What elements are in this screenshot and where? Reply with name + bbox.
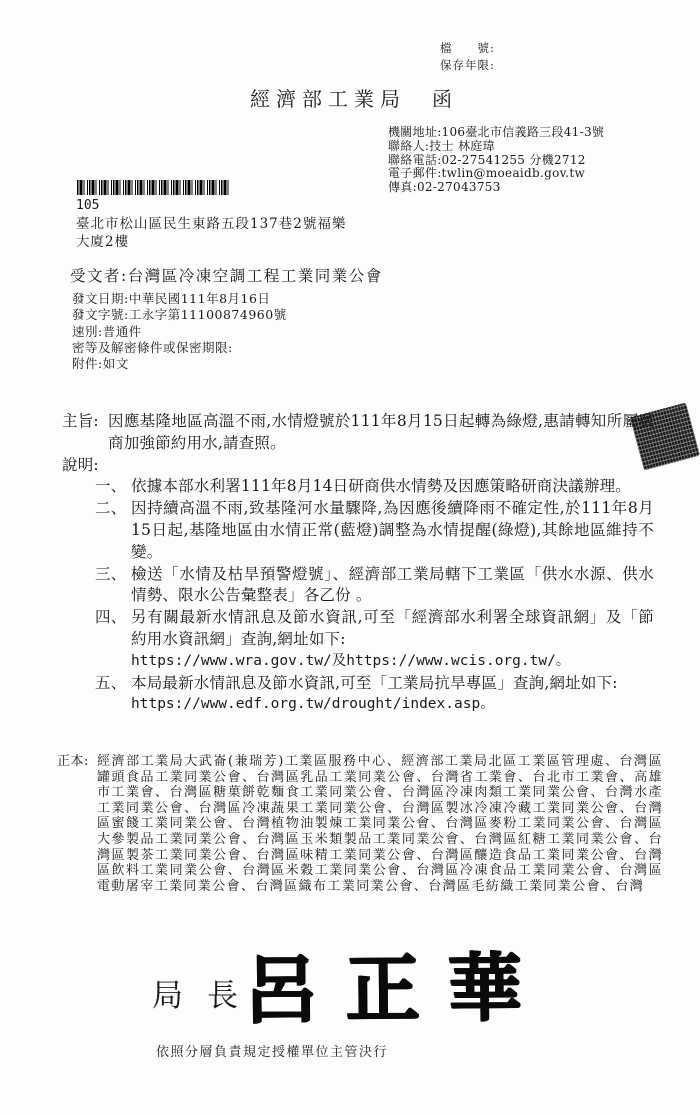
- explanation-item-1: [62, 476, 654, 498]
- item-content: [131, 498, 654, 563]
- item-text: 另有關最新水情訊息及節水資訊,可至「經濟部水利署全球資訊網」及「節約用水資訊網」查詢,網址如下:: [131, 608, 654, 648]
- explanation-item-4: [62, 607, 654, 672]
- recipient-mailing-address: [76, 216, 346, 251]
- signer-name-calligraphy: 呂正華: [242, 944, 550, 1034]
- doc-number: 發文字號:工永字第11100874960號: [72, 307, 287, 323]
- item-number: 五、: [95, 673, 127, 692]
- priority: 速別:普通件: [72, 323, 142, 339]
- item-number: 三、: [95, 564, 127, 583]
- document-title: 經濟部工業局 函: [250, 87, 458, 111]
- item-number: 二、: [95, 499, 127, 518]
- postal-code: 105: [76, 198, 100, 213]
- explanation-item-2: [62, 498, 654, 563]
- item-url-wra-wcis: https://www.wra.gov.tw/及https://www.wcis.org.tw/。: [131, 652, 571, 669]
- file-number-block: [440, 40, 495, 74]
- recipient-address-line1: 臺北市松山區民生東路五段137巷2號福樂: [76, 216, 347, 232]
- item-content: [131, 673, 654, 717]
- item-content: [131, 607, 654, 672]
- item-url-drought: https://www.edf.org.tw/drought/index.asp。: [131, 696, 495, 713]
- explanation-item-5: [62, 673, 654, 717]
- agency-contact-block: [388, 126, 604, 195]
- item-content: [131, 476, 654, 498]
- attachment: 附件:如文: [72, 356, 129, 372]
- delegation-note: 依照分層負責規定授權單位主管決行: [156, 1045, 389, 1060]
- signer-title: 局長: [152, 978, 262, 1014]
- explanation-item-3: [62, 564, 654, 608]
- barcode: [77, 180, 230, 195]
- item-text: 檢送「水情及枯旱預警燈號」、經濟部工業局轄下工業區「供水水源、供水情勢、限水公告彙整表」各乙份 。: [131, 564, 654, 605]
- copy-list-label: 正本:: [57, 754, 89, 769]
- issue-date: 發文日期:中華民國111年8月16日: [72, 291, 271, 306]
- item-number: 四、: [95, 608, 127, 627]
- retention-period-label: 保存年限:: [440, 58, 495, 72]
- item-number: 一、: [95, 477, 127, 496]
- subject-paragraph: [62, 411, 654, 455]
- item-text: 本局最新水情訊息及節水資訊,可至「工業局抗旱專區」查詢,網址如下:: [131, 673, 618, 692]
- file-number-label: 檔 號:: [440, 41, 495, 55]
- original-copy-list: [57, 754, 663, 894]
- agency-address: 機關地址:106臺北市信義路三段41-3號: [388, 125, 605, 139]
- security-classification: 密等及解密條件或保密期限:: [72, 339, 233, 355]
- explanation-label: 說明:: [62, 455, 99, 474]
- letter-body: [62, 411, 654, 716]
- item-text: 依據本部水利署111年8月14日研商供水情勢及因應策略研商決議辦理。: [131, 477, 631, 496]
- letter-meta-block: [72, 291, 287, 372]
- recipient-address-line2: 大廈2樓: [76, 233, 130, 250]
- contact-phone: 聯絡電話:02-27541255 分機2712: [388, 152, 586, 167]
- recipient-line: 受文者:台灣區冷凍空調工程工業同業公會: [70, 267, 383, 285]
- item-content: [131, 564, 654, 608]
- item-text: 因持續高溫不雨,致基隆河水量驟降,為因應後續降雨不確定性,於111年8月15日起,基隆地區由水情正常(藍燈)調整為水情提醒(綠燈),其餘地區維持不變。: [131, 499, 654, 561]
- subject-text: 因應基隆地區高溫不雨,水情燈號於111年8月15日起轉為綠燈,惠請轉知所屬廠商加強節約用水,請查照。: [108, 412, 654, 452]
- contact-fax: 傳真:02-27043753: [388, 180, 501, 195]
- contact-email: 電子郵件:twlin@moeaidb.gov.tw: [388, 166, 586, 181]
- subject-label: 主旨:: [62, 412, 99, 430]
- copy-list-text: 經濟部工業局大武崙(兼瑞芳)工業區服務中心、經濟部工業局北區工業區管理處、台灣區罐頭食品工業同業公會、台灣區乳品工業同業公會、台灣省工業會、台北市工業會、高雄市工業會、台灣區糖菓餅乾麵食工業同業公會、台灣區冷凍肉類工業同業公會、台灣水產工業同業公會、台灣區冷凍蔬果工業同業公會、台灣區製冰冷凍冷藏工業同業公會、台灣區蜜餞工業同業公會、台灣植物油製煉工業同業公會、台灣區麥粉工業同業公會、台灣區大參製品工業同業公會、台灣區玉米類製品工業同業公會、台灣區紅糖工業同業公會、台灣區製茶工業同業公會、台灣區味精工業同業公會、台灣區釀造食品工業同業公會、台灣區飲料工業同業公會、台灣區米穀工業同業公會、台灣區冷凍食品工業同業公會、台灣區電動屠宰工業同業公會、台灣區織布工業同業公會、台灣區毛紡織工業同業公會、台灣: [97, 754, 663, 894]
- contact-person: 聯絡人:技士 林庭瑋: [388, 138, 495, 153]
